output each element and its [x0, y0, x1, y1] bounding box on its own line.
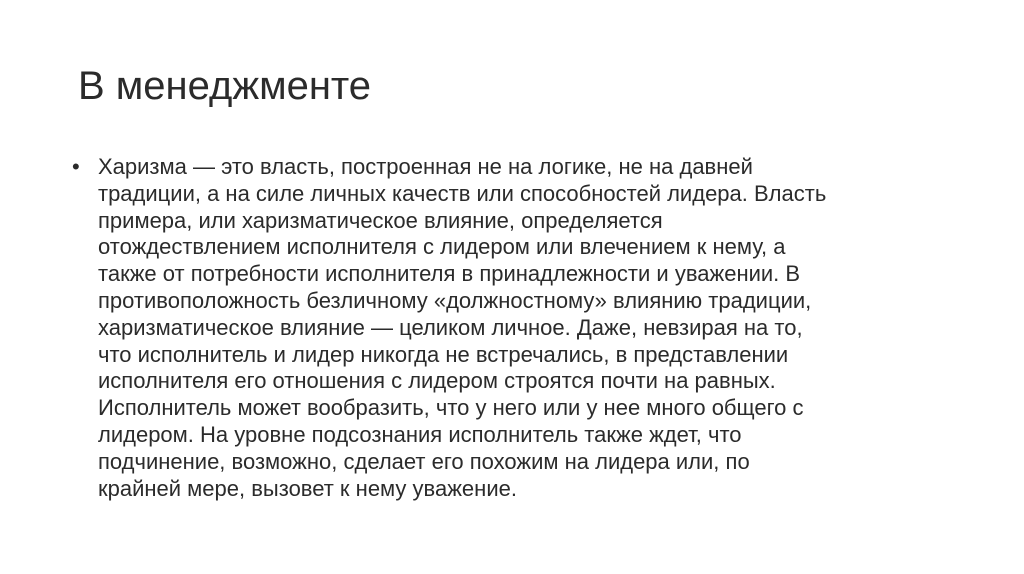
bullet-point-icon: •	[72, 154, 80, 179]
text-line: что исполнитель и лидер никогда не встречались, в представлении	[98, 341, 789, 367]
text-line: харизматическое влияние — целиком личное. Даже, невзирая на то,	[98, 314, 803, 340]
text-line: крайней мере, вызовет к нему уважение.	[98, 475, 517, 501]
slide-title: В менеджменте	[78, 64, 372, 108]
text-line: противоположность безличному «должностному» влиянию традиции,	[98, 287, 812, 313]
text-line: примера, или харизматическое влияние, определяется	[98, 207, 663, 233]
text-line: также от потребности исполнителя в принадлежности и уважении. В	[98, 261, 801, 287]
text-line: Харизма — это власть, построенная не на логике, не на давней	[98, 154, 753, 179]
text-line: исполнителя его отношения с лидером строятся почти на равных.	[98, 368, 776, 394]
slide-content	[72, 154, 952, 502]
text-line: отождествлением исполнителя с лидером или влечением к нему, а	[98, 234, 786, 260]
bullet-item	[72, 154, 952, 502]
text-line: Исполнитель может вообразить, что у него или у нее много общего с	[98, 395, 804, 421]
text-line: лидером. На уровне подсознания исполнитель также ждет, что	[98, 421, 742, 447]
text-line: традиции, а на силе личных качеств или способностей лидера. Власть	[98, 180, 827, 206]
bullet-text	[98, 154, 952, 502]
text-line: подчинение, возможно, сделает его похожим на лидера или, по	[98, 448, 750, 474]
